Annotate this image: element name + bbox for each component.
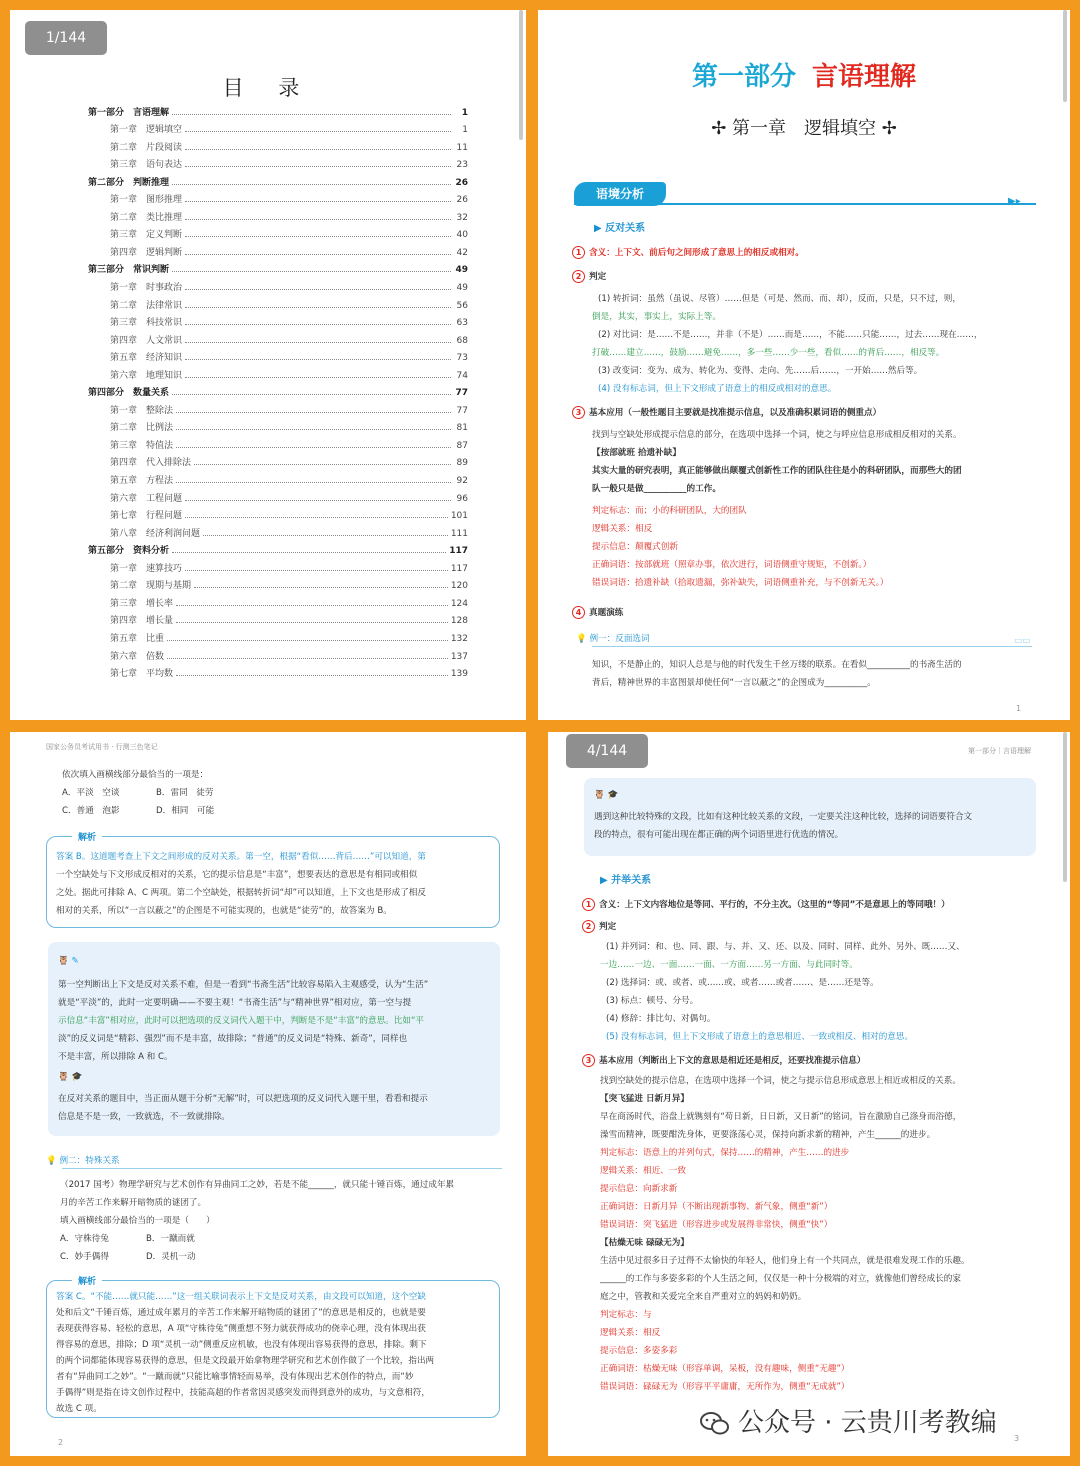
- page-counter-badge: 1/144: [25, 21, 107, 55]
- toc-chapter-row[interactable]: [88, 556, 468, 574]
- toc-chapter-row[interactable]: [88, 591, 468, 609]
- toc-leader: [185, 201, 451, 202]
- ornament-left-icon: ✢: [711, 118, 732, 139]
- toc-label: 第六章 地理知识: [110, 370, 183, 381]
- toc-label: 第四章 增长量: [110, 616, 174, 627]
- part-number: 第一部分: [691, 62, 796, 92]
- toc-label: 第二部分 判断推理: [88, 177, 170, 188]
- text-line: 填入画横线部分最恰当的一项是（ ）: [60, 1216, 215, 1226]
- page-number: 3: [1014, 1434, 1020, 1443]
- toc-page-number: 49: [455, 265, 468, 276]
- toc-page-number: 42: [456, 247, 468, 258]
- toc-chapter-row[interactable]: [88, 188, 468, 206]
- book-icon: ▭▭: [1014, 636, 1031, 646]
- toc-label: 第五章 方程法: [110, 476, 174, 487]
- toc-page-number: 139: [450, 669, 468, 680]
- toc-label: 第二章 法律常识: [110, 300, 183, 311]
- toc-chapter-row[interactable]: [88, 662, 468, 680]
- toc-leader: [185, 324, 451, 325]
- toc-chapter-row[interactable]: [88, 328, 468, 346]
- analysis-tag: 解析: [72, 1274, 102, 1287]
- toc-leader: [194, 587, 448, 588]
- chapter-page-2: [10, 732, 526, 1456]
- text-line: 找到空缺处的提示信息，在选项中选择一个词，使之与提示信息形成意思上相近或相反的关系。: [600, 1076, 961, 1086]
- text-line: (2) 选择词：或、或者、或……或、或者……或者……、是……还是等。: [606, 978, 879, 988]
- page-number: 1: [1016, 704, 1022, 713]
- toc-leader: [172, 271, 451, 272]
- toc-page-number: 1: [462, 125, 468, 136]
- toc-label: 第四部分 数量关系: [88, 388, 170, 399]
- text-line: 表现获得容易、轻松的意思，A 项“守株待兔”侧重想不努力就获得成功的侥幸心理，没有体现出获: [56, 1324, 426, 1334]
- toc-leader: [185, 570, 448, 571]
- text-line: 得容易的意思，排除；D 项“灵机一动”侧重反应机敏，也没有体现出容易获得的意思，排除。剩下: [56, 1340, 427, 1350]
- item-3: 3 基本应用（一般性题目主要就是找准提示信息，以及准确积累词语的侧重点）: [572, 404, 881, 422]
- text-line: 打破……建立……，鼓励……避免……，多一些……少一些，看似……的背后……，相反等。: [592, 348, 945, 358]
- text-line: (3) 改变词：变为、成为、转化为、变得、走向、先……后……，一开始……然后等。: [598, 366, 923, 376]
- text-line: 含义：上下文、前后句之间形成了意思上的相反或相对。: [589, 248, 804, 258]
- text-line: 在反对关系的题目中，当正面从题干分析“无解”时，可以把选项的反义词代入题干里，看看和提示: [58, 1094, 428, 1104]
- text-line: 正确词语：枯燥无味（形容单调，呆板，没有趣味，侧重“无趣”）: [600, 1364, 850, 1374]
- text-line: 例一：反面选词: [589, 634, 650, 644]
- toc-page-number: 68: [456, 335, 468, 346]
- toc-leader: [185, 377, 451, 378]
- text-line: 含义：上下文内容地位是等同、平行的，不分主次。（这里的“等同”不是意思上的等同哦！）: [599, 900, 950, 910]
- owl-icon: 🦉 🎓: [58, 1072, 83, 1082]
- text-line: 错误词语：碌碌无为（形容平平庸庸，无所作为，侧重“无成就”）: [600, 1382, 850, 1392]
- text-line: 之处。据此可排除 A、C 两项。第二个空缺处，根据转折词“却”可以知道，上下文也是形成了相反: [56, 888, 426, 898]
- toc-leader: [185, 500, 451, 501]
- text-line: 正确词语：按部就班（照章办事，依次进行，词语侧重守规矩，不创新。）: [592, 560, 872, 570]
- part-heading: [538, 56, 1070, 93]
- toc-page-number: 137: [450, 651, 468, 662]
- text-line: 澡雪而精神，既要酣洗身体，更要涤荡心灵，保持向新求新的精神，产生______的进步。: [600, 1130, 936, 1140]
- wechat-icon: [700, 1411, 730, 1437]
- text-line: 背后，精神世界的丰富图景却使任何“一言以蔽之”的企图成为__________。: [592, 678, 876, 688]
- option-d: D．相同 可能: [156, 806, 215, 816]
- toc-label: 第五章 比重: [110, 633, 165, 644]
- text-line: 【按部就班 拾遗补缺】: [592, 448, 681, 458]
- text-line: (1) 转折词：虽然（虽说、尽管）……但是（可是、然而、而、却），反而，只是，只不过，则，: [598, 294, 961, 304]
- sub-heading: ▶ 反对关系: [594, 223, 646, 234]
- toc-chapter-row[interactable]: [88, 626, 468, 644]
- text-line: ______的工作与多姿多彩的个人生活之间，仅仅是一种十分极端的对立，就像他们曾经成长的家: [600, 1274, 961, 1284]
- text-line: 者有“异曲同工之妙”。“一蹴而就”只能比喻事情轻而易举，没有体现出艺术创作的特点，而“妙: [56, 1372, 414, 1382]
- text-line: 第一空判断出上下文是反对关系不难，但是一看到“书斋生活”比较容易陷入主观感受，认为“生活”: [58, 980, 429, 990]
- toc-label: 第二章 比例法: [110, 423, 174, 434]
- toc-list: [88, 100, 468, 679]
- toc-chapter-row[interactable]: [88, 486, 468, 504]
- text-line: 找到与空缺处形成提示信息的部分，在选项中选择一个词，使之与呼应信息形成相反相对的关系。: [592, 430, 962, 440]
- toc-leader: [185, 342, 451, 343]
- text-line: 示信息“丰富”相对应，此时可以把选项的反义词代入题干中，判断是不是“丰富”的意思。比如“平: [58, 1016, 425, 1026]
- toc-page-number: 117: [449, 546, 468, 557]
- toc-chapter-row[interactable]: [88, 311, 468, 329]
- text-line: 淡”的反义词是“精彩、强烈”而不是丰富，故排除；“普通”的反义词是“特殊、新奇”，同样也: [58, 1034, 408, 1044]
- arrow-icon: ▶▸: [1008, 196, 1021, 207]
- sub-heading: ▶ 并举关系: [600, 875, 652, 886]
- option-a: A．守株待兔: [60, 1234, 109, 1244]
- toc-page-number: 73: [456, 353, 468, 364]
- toc-part-row[interactable]: [88, 381, 468, 399]
- option-c: C．妙手偶得: [60, 1252, 109, 1262]
- toc-leader: [185, 131, 451, 132]
- section-rule: [574, 203, 1036, 205]
- toc-leader: [167, 640, 448, 641]
- part-name: 言语理解: [812, 62, 917, 92]
- option-c: C．普通 泡影: [62, 806, 120, 816]
- toc-label: 第四章 代入排除法: [110, 458, 192, 469]
- text-line: 的两个词都能体现容易获得的意思，但是文段最开始拿物理学研究和艺术创作做了一个比较，指出两: [56, 1356, 435, 1366]
- text-line: 就是“平淡”的，此时一定要明确——不要主观！“书斋生活”与“精神世界”相对应，第一空与提: [58, 998, 412, 1008]
- text-line: 答案 B。这道题考查上下文之间形成的反对关系。第一空，根据“看似……背后……”可以知道，第: [56, 852, 426, 862]
- toc-page-number: 128: [450, 616, 468, 627]
- item-1: 1 含义：上下文、前后句之间形成了意思上的相反或相对。: [572, 244, 804, 262]
- watermark: [700, 1402, 997, 1439]
- toc-leader: [203, 535, 448, 536]
- text-line: (1) 并列词：和、也、同、跟、与、并、又、还、以及、同时、同样、此外、另外、既……又、: [606, 942, 965, 952]
- toc-chapter-row[interactable]: [88, 609, 468, 627]
- toc-page-number: 117: [450, 563, 468, 574]
- toc-chapter-row[interactable]: [88, 205, 468, 223]
- toc-label: 第四章 逻辑判断: [110, 247, 183, 258]
- question-prompt: 依次填入画横线部分最恰当的一项是：: [62, 770, 209, 780]
- toc-chapter-row[interactable]: [88, 468, 468, 486]
- section-banner: 语境分析: [574, 182, 666, 206]
- toc-leader: [172, 114, 451, 115]
- toc-leader: [172, 394, 451, 395]
- watermark-text: 公众号 · 云贵川考教编: [738, 1408, 997, 1438]
- toc-label: 第三章 特值法: [110, 440, 174, 451]
- toc-page-number: 92: [456, 476, 468, 487]
- text-line: (4) 修辞：排比句、对偶句。: [606, 1014, 716, 1024]
- toc-chapter-row[interactable]: [88, 574, 468, 592]
- text-line: 基本应用（判断出上下文的意思是相近还是相反，还要找准提示信息）: [599, 1056, 866, 1066]
- divider: [592, 646, 1032, 647]
- item-2: 2 判定: [582, 918, 616, 936]
- toc-page-number: 101: [450, 511, 468, 522]
- toc-label: 第七章 平均数: [110, 669, 174, 680]
- text-line: (5) 没有标志词，但上下文形成了语意上的意思相近、一致或相反、相对的意思。: [606, 1032, 914, 1042]
- toc-leader: [176, 622, 448, 623]
- toc-leader: [194, 464, 451, 465]
- toc-page-number: 81: [456, 423, 468, 434]
- toc-page-number: 26: [456, 195, 468, 206]
- bulb-icon: 💡: [46, 1156, 60, 1166]
- text-line: 提示信息：颠覆式创新: [592, 542, 678, 552]
- text-line: 提示信息：多姿多彩: [600, 1346, 678, 1356]
- toc-chapter-row[interactable]: [88, 135, 468, 153]
- toc-page-number: 87: [456, 440, 468, 451]
- text-line: (3) 标点：顿号、分号。: [606, 996, 699, 1006]
- running-header: 国家公务员考试用书 · 行测三色笔记: [46, 743, 158, 751]
- pen-icon: ✎: [71, 956, 79, 966]
- toc-chapter-row[interactable]: [88, 223, 468, 241]
- text-line: 处和后文“千锤百炼，通过成年累月的辛苦工作来解开暗物质的谜团了”的意思是相反的，也就是要: [56, 1308, 426, 1318]
- text-line: 逻辑关系：相反: [600, 1328, 661, 1338]
- toc-leader: [176, 447, 451, 448]
- text-line: 早在商汤时代，浴盘上就镌刻有“苟日新，日日新，又日新”的铭词，旨在激励自己涤身而浴德，: [600, 1112, 962, 1122]
- text-line: (4) 没有标志词，但上下文形成了语意上的相反或相对的意思。: [598, 384, 837, 394]
- item-2: 2 判定: [572, 268, 606, 286]
- toc-label: 第三章 语句表达: [110, 160, 183, 171]
- text-line: 知识，不是静止的，知识人总是与他的时代发生千丝万缕的联系。在看似__________的书斋生活的: [592, 660, 962, 670]
- toc-page-number: 26: [455, 177, 468, 188]
- text-line: （2017 国考）物理学研究与艺术创作有异曲同工之妙，若是不能______，就只能十锤百炼，通过成年累: [60, 1180, 455, 1190]
- toc-leader: [176, 605, 448, 606]
- option-b: B．雷同 徒劳: [156, 788, 214, 798]
- text-line: 错误词语：拾遗补缺（拾取遗漏，弥补缺失，词语侧重补充，与不创新无关。）: [592, 578, 889, 588]
- owl-icon: 🦉 🎓: [594, 790, 619, 800]
- text-line: 答案 C。“不能……就只能……”这一组关联词表示上下文是反对关系，由文段可以知道，这个空缺: [56, 1292, 426, 1302]
- toc-page-number: 1: [461, 107, 468, 118]
- chapter-title: 第一章 逻辑填空: [732, 118, 876, 139]
- toc-leader: [185, 166, 451, 167]
- text-line: 遇到这种比较特殊的文段，比如有这种比较关系的文段，一定要关注这种比较，选择的词语要符合文: [594, 812, 973, 822]
- text-line: 判定: [589, 272, 607, 282]
- toc-leader: [185, 289, 451, 290]
- chapter-heading: [538, 114, 1070, 140]
- text-line: 故选 C 项。: [56, 1404, 102, 1414]
- toc-part-row[interactable]: [88, 539, 468, 557]
- toc-part-row[interactable]: [88, 100, 468, 118]
- toc-label: 第五章 经济知识: [110, 353, 183, 364]
- toc-chapter-row[interactable]: [88, 293, 468, 311]
- hat-icon: 🎓: [607, 790, 619, 800]
- toc-leader: [185, 517, 448, 518]
- text-line: 手偶得”则是指在诗文创作过程中，技能高超的作者常因灵感突发而得到意外的成功，与文意相符，: [56, 1388, 430, 1398]
- toc-chapter-row[interactable]: [88, 346, 468, 364]
- toc-label: 第二章 现期与基期: [110, 581, 192, 592]
- analysis-tag: 解析: [72, 830, 102, 843]
- toc-label: 第三章 增长率: [110, 598, 174, 609]
- text-line: 正确词语：日新月异（不断出现新事物、新气象，侧重“新”）: [600, 1202, 833, 1212]
- toc-leader: [185, 236, 451, 237]
- toc-page-number: 63: [456, 318, 468, 329]
- toc-label: 第六章 倍数: [110, 651, 165, 662]
- divider: [62, 1168, 502, 1169]
- toc-chapter-row[interactable]: [88, 275, 468, 293]
- hat-icon: 🎓: [71, 1072, 83, 1082]
- option-a: A．平淡 空谈: [62, 788, 120, 798]
- toc-label: 第一章 逻辑填空: [110, 125, 183, 136]
- toc-label: 第三部分 常识判断: [88, 265, 170, 276]
- toc-leader: [176, 482, 451, 483]
- toc-leader: [185, 149, 451, 150]
- chapter-page-1: [538, 10, 1070, 720]
- text-line: 生活中见过很多日子过得不太愉快的年轻人，他们身上有一个共同点，就是很难发现工作的乐趣。: [600, 1256, 970, 1266]
- toc-label: 第一部分 言语理解: [88, 107, 170, 118]
- toc-leader: [185, 219, 451, 220]
- toc-title: 目 录: [222, 76, 314, 100]
- toc-chapter-row[interactable]: [88, 521, 468, 539]
- item-1: 1 含义：上下文内容地位是等同、平行的，不分主次。（这里的“等同”不是意思上的等同哦！）: [582, 896, 950, 914]
- toc-leader: [185, 254, 451, 255]
- toc-leader: [185, 359, 451, 360]
- toc-label: 第八章 经济利润问题: [110, 528, 201, 539]
- toc-leader: [176, 429, 451, 430]
- toc-label: 第二章 类比推理: [110, 212, 183, 223]
- text-line: 例二：特殊关系: [59, 1156, 120, 1166]
- toc-chapter-row[interactable]: [88, 153, 468, 171]
- toc-label: 第二章 片段阅读: [110, 142, 183, 153]
- toc-page-number: 132: [450, 633, 468, 644]
- page-counter-badge: 4/144: [566, 734, 648, 768]
- chapter-page-3: [548, 732, 1070, 1456]
- toc-label: 第三章 定义判断: [110, 230, 183, 241]
- text-line: 真题演练: [589, 608, 624, 618]
- toc-chapter-row[interactable]: [88, 644, 468, 662]
- owl-icon: 🦉 ✎: [58, 956, 79, 966]
- toc-chapter-row[interactable]: [88, 240, 468, 258]
- toc-chapter-row[interactable]: [88, 363, 468, 381]
- toc-leader: [167, 658, 448, 659]
- toc-page-number: 23: [456, 160, 468, 171]
- toc-chapter-row[interactable]: [88, 504, 468, 522]
- toc-label: 第七章 行程问题: [110, 511, 183, 522]
- sub-heading-text: 并举关系: [611, 875, 652, 886]
- option-b: B．一蹴而就: [146, 1234, 195, 1244]
- toc-leader: [172, 184, 451, 185]
- toc-page: [10, 10, 526, 720]
- text-line: 错误词语：突飞猛进（形容进步或发展得非常快，侧重“快”）: [600, 1220, 833, 1230]
- toc-page-number: 77: [456, 405, 468, 416]
- text-line: 【突飞猛进 日新月异】: [600, 1094, 689, 1104]
- item-4: 4 真题演练: [572, 604, 623, 622]
- toc-chapter-row[interactable]: [88, 451, 468, 469]
- toc-label: 第六章 工程问题: [110, 493, 183, 504]
- text-line: 月的辛苦工作来解开暗物质的谜团了。: [60, 1198, 207, 1208]
- toc-label: 第一章 时事政治: [110, 283, 183, 294]
- text-line: 逻辑关系：相近、一致: [600, 1166, 686, 1176]
- toc-label: 第五部分 资料分析: [88, 546, 170, 557]
- scrollbar[interactable]: [1063, 732, 1067, 882]
- text-line: 队一般只是做__________的工作。: [592, 484, 721, 494]
- text-line: 倒是，其实，事实上，实际上等。: [592, 312, 721, 322]
- text-line: [56, 848, 426, 866]
- text-line: 相对的关系，所以“一言以蔽之”的企图是不可能实现的，也就是“徒劳”的，故答案为 B。: [56, 906, 392, 916]
- text-line: 基本应用（一般性题目主要就是找准提示信息，以及准确积累词语的侧重点）: [589, 408, 882, 418]
- text-line: 逻辑关系：相反: [592, 524, 653, 534]
- text-line: 不是丰富，所以排除 A 和 C。: [58, 1052, 173, 1062]
- toc-chapter-row[interactable]: [88, 398, 468, 416]
- toc-part-row[interactable]: [88, 258, 468, 276]
- toc-leader: [172, 552, 446, 553]
- toc-page-number: 56: [456, 300, 468, 311]
- text-line: 判定标志：而；小的科研团队，大的团队: [592, 506, 747, 516]
- toc-page-number: 74: [456, 370, 468, 381]
- text-line: 提示信息：向新求新: [600, 1184, 678, 1194]
- toc-label: 第一章 图形推理: [110, 195, 183, 206]
- ornament-right-icon: ✢: [876, 118, 897, 139]
- toc-page-number: 96: [456, 493, 468, 504]
- toc-page-number: 111: [450, 528, 468, 539]
- text-line: 一个空缺处与下文形成反相对的关系，它的提示信息是“丰富”，想要表达的意思是有相同或相似: [56, 870, 418, 880]
- toc-page-number: 40: [456, 230, 468, 241]
- toc-page-number: 77: [455, 388, 468, 399]
- text-line: 判定标志：与: [600, 1310, 652, 1320]
- sub-heading-text: 反对关系: [605, 223, 646, 234]
- text-line: 信息是不是一致，一致就选，不一致就排除。: [58, 1112, 230, 1122]
- toc-leader: [176, 412, 451, 413]
- text-line: 【枯燥无味 碌碌无为】: [600, 1238, 689, 1248]
- toc-page-number: 11: [456, 142, 468, 153]
- bulb-icon: 💡: [576, 634, 590, 644]
- toc-chapter-row[interactable]: [88, 118, 468, 136]
- toc-page-number: 124: [450, 598, 468, 609]
- toc-page-number: 89: [456, 458, 468, 469]
- text-line: 判定: [599, 922, 617, 932]
- option-d: D．灵机一动: [146, 1252, 196, 1262]
- toc-leader: [185, 307, 451, 308]
- running-header: 第一部分｜言语理解: [968, 747, 1031, 755]
- item-3: 3 基本应用（判断出上下文的意思是相近还是相反，还要找准提示信息）: [582, 1052, 865, 1070]
- toc-label: 第一章 速算技巧: [110, 563, 183, 574]
- toc-chapter-row[interactable]: [88, 416, 468, 434]
- text-line: 庭之中，管教和关爱完全来自严重对立的妈妈和奶奶。: [600, 1292, 807, 1302]
- toc-chapter-row[interactable]: [88, 433, 468, 451]
- toc-page-number: 120: [450, 581, 468, 592]
- toc-label: 第一章 整除法: [110, 405, 174, 416]
- toc-label: 第三章 科技常识: [110, 318, 183, 329]
- text-line: 判定标志：语意上的并列句式，保持……的精神，产生……的进步: [600, 1148, 850, 1158]
- text-line: 段的特点，很有可能出现在都正确的两个词语里进行优选的情况。: [594, 830, 844, 840]
- toc-label: 第四章 人文常识: [110, 335, 183, 346]
- toc-part-row[interactable]: [88, 170, 468, 188]
- toc-page-number: 49: [456, 283, 468, 294]
- page-number: 2: [58, 1438, 64, 1447]
- text-line: 一边……一边、一面……一面、一方面……另一方面、与此同时等。: [600, 960, 858, 970]
- toc-page-number: 32: [456, 212, 468, 223]
- toc-leader: [176, 675, 448, 676]
- text-line: 其实大量的研究表明，真正能够做出颠覆式创新性工作的团队往往是小的科研团队，而那些大的团: [592, 466, 962, 476]
- text-line: (2) 对比词：是……不是……，并非（不是）……而是……，不能……只能……，过去……现在……，: [598, 330, 983, 340]
